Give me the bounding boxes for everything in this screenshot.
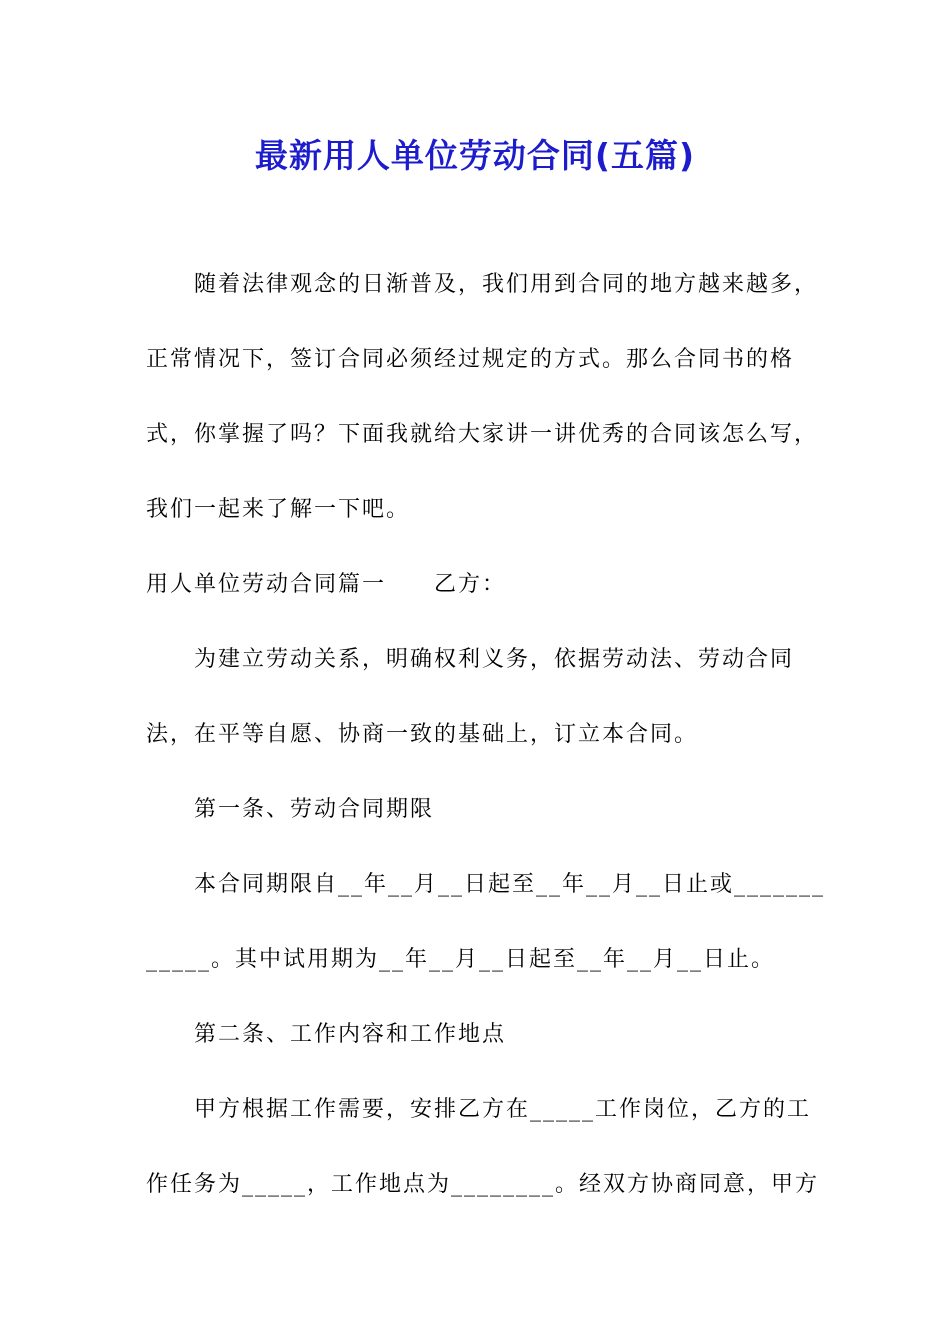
document-title: 最新用人单位劳动合同(五篇) [254, 136, 696, 175]
article-heading: 第二条、工作内容和工作地点 [194, 1022, 507, 1047]
section-heading-line [146, 570, 506, 600]
section-heading: 用人单位劳动合同篇一 [146, 572, 387, 597]
paragraph-line: 我们一起来了解一下吧。 [146, 497, 411, 522]
paragraph-line: 甲方根据工作需要，安排乙方在_____工作岗位，乙方的工 [194, 1097, 812, 1122]
paragraph-line: 式，你掌握了吗？下面我就给大家讲一讲优秀的合同该怎么写， [146, 422, 819, 447]
paragraph-line: 正常情况下，签订合同必须经过规定的方式。那么合同书的格 [146, 347, 795, 372]
paragraph-line: 法，在平等自愿、协商一致的基础上，订立本合同。 [146, 722, 699, 747]
article-heading: 第一条、劳动合同期限 [194, 797, 435, 822]
paragraph-line: 作任务为_____，工作地点为________。经双方协商同意，甲方 [146, 1172, 820, 1197]
paragraph-line: 本合同期限自__年__月__日起至__年__月__日止或_______ [194, 872, 826, 897]
paragraph-line: _____。其中试用期为__年__月__日起至__年__月__日止。 [146, 947, 776, 972]
paragraph-line: 随着法律观念的日渐普及，我们用到合同的地方越来越多， [194, 272, 819, 297]
paragraph-line: 为建立劳动关系，明确权利义务，依据劳动法、劳动合同 [194, 647, 795, 672]
party-b-label: 乙方： [434, 572, 507, 597]
